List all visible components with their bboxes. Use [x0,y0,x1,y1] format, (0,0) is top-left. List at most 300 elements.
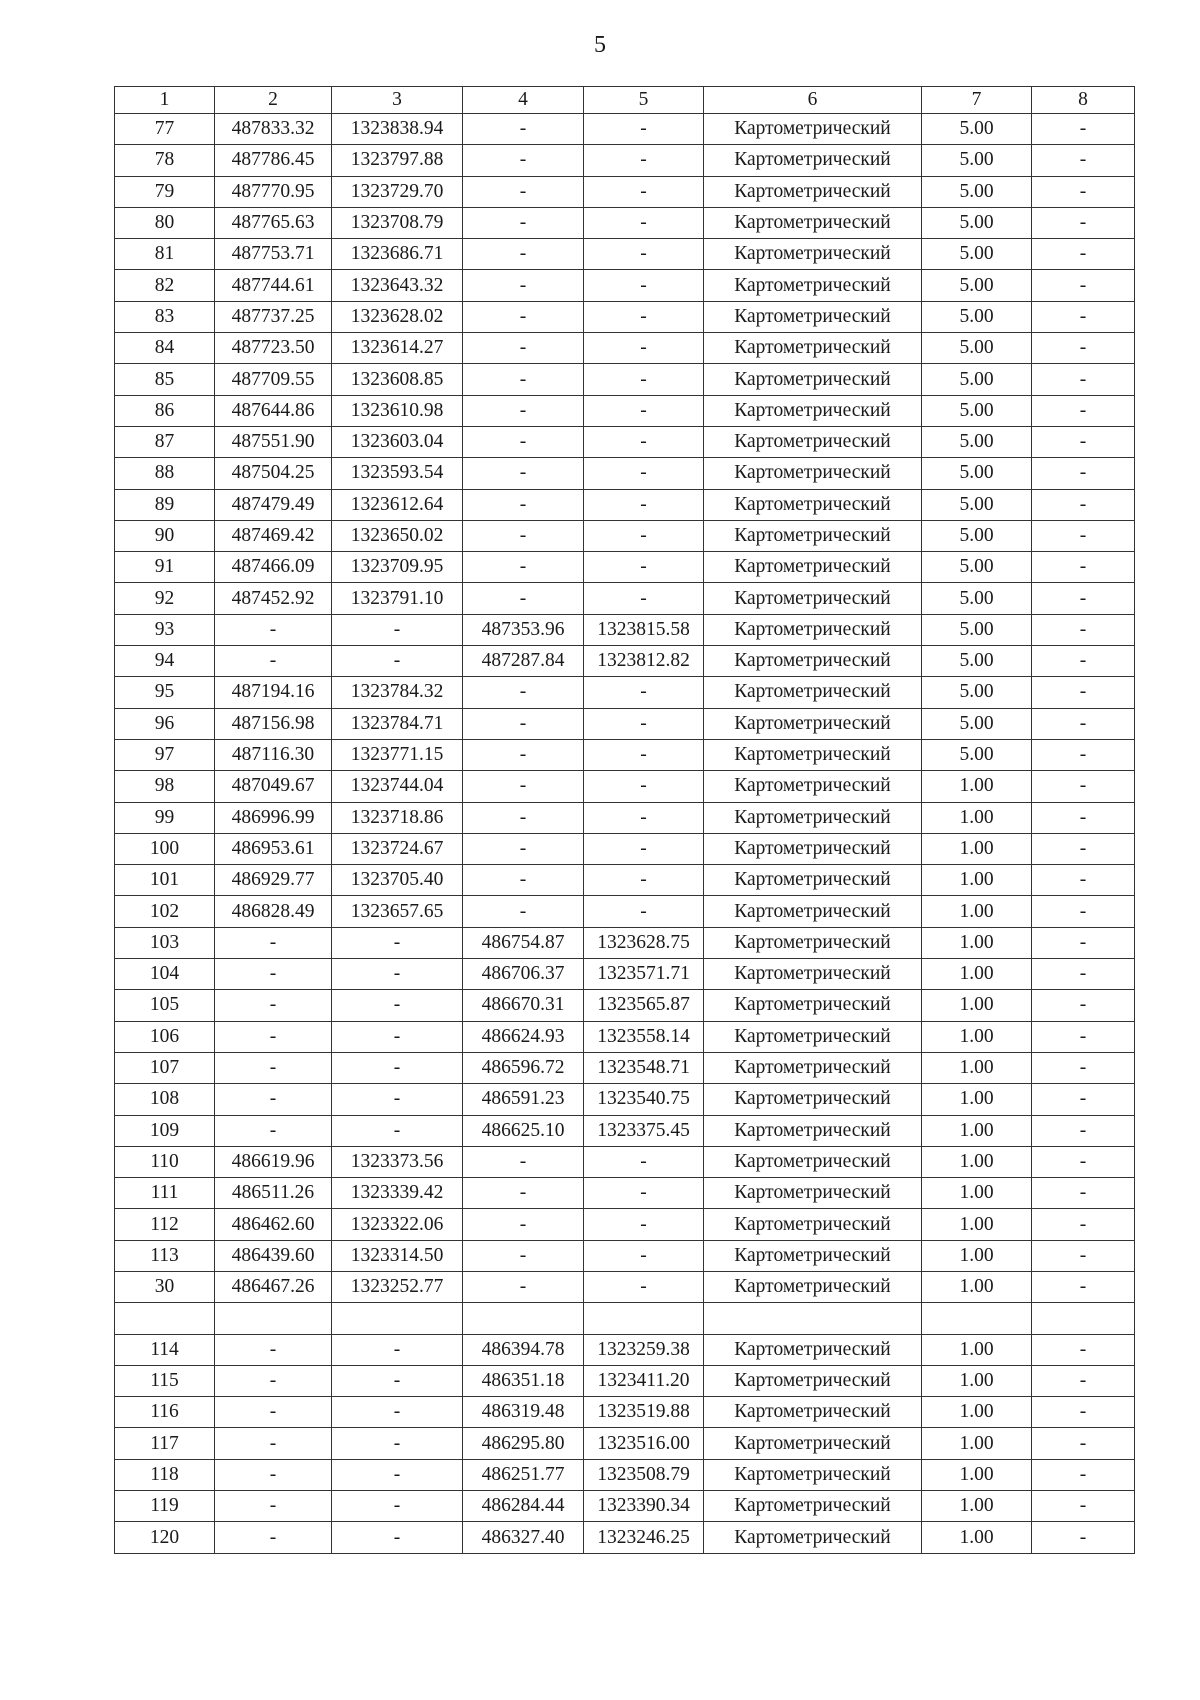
x-coordinate-cell: - [215,1115,332,1146]
accuracy-cell: 5.00 [922,426,1032,457]
x-new-coordinate-cell: 486295.80 [463,1428,584,1459]
x-coordinate-cell: 486828.49 [215,896,332,927]
x-new-coordinate-cell: - [463,145,584,176]
x-coordinate-cell: 487723.50 [215,333,332,364]
y-coordinate-cell [332,1303,463,1334]
x-coordinate-cell: - [215,1522,332,1553]
accuracy-cell: 5.00 [922,333,1032,364]
table-header-row [115,87,1135,114]
point-number-cell: 109 [115,1115,215,1146]
accuracy-cell [922,1303,1032,1334]
x-new-coordinate-cell: 486351.18 [463,1365,584,1396]
y-coordinate-cell: 1323686.71 [332,239,463,270]
method-cell: Картометрический [704,614,922,645]
y-coordinate-cell: 1323771.15 [332,739,463,770]
description-cell: - [1032,1271,1135,1302]
description-cell: - [1032,927,1135,958]
y-coordinate-cell: 1323724.67 [332,833,463,864]
accuracy-cell: 1.00 [922,1178,1032,1209]
x-new-coordinate-cell: - [463,395,584,426]
table-row [115,364,1135,395]
point-number-cell: 116 [115,1397,215,1428]
method-cell: Картометрический [704,646,922,677]
y-new-coordinate-cell: - [584,802,704,833]
table-row [115,395,1135,426]
table-row [115,1491,1135,1522]
description-cell: - [1032,333,1135,364]
accuracy-cell: 1.00 [922,1365,1032,1396]
accuracy-cell: 5.00 [922,677,1032,708]
description-cell: - [1032,959,1135,990]
method-cell: Картометрический [704,1459,922,1490]
y-new-coordinate-cell: - [584,677,704,708]
y-coordinate-cell: 1323705.40 [332,865,463,896]
point-number-cell: 106 [115,1021,215,1052]
method-cell: Картометрический [704,959,922,990]
table-row [115,896,1135,927]
table-row [115,865,1135,896]
x-coordinate-cell: 487644.86 [215,395,332,426]
description-cell: - [1032,458,1135,489]
y-coordinate-cell: - [332,1397,463,1428]
description-cell: - [1032,114,1135,145]
method-cell: Картометрический [704,802,922,833]
x-new-coordinate-cell: - [463,1271,584,1302]
point-number-cell: 81 [115,239,215,270]
y-new-coordinate-cell: 1323411.20 [584,1365,704,1396]
point-number-cell: 110 [115,1146,215,1177]
accuracy-cell: 1.00 [922,833,1032,864]
y-coordinate-cell: 1323373.56 [332,1146,463,1177]
x-new-coordinate-cell: 486624.93 [463,1021,584,1052]
y-coordinate-cell: 1323784.32 [332,677,463,708]
y-coordinate-cell: - [332,1115,463,1146]
coordinates-table-body [115,87,1135,1554]
y-coordinate-cell: - [332,990,463,1021]
method-cell: Картометрический [704,990,922,1021]
point-number-cell: 117 [115,1428,215,1459]
table-row [115,1271,1135,1302]
method-cell: Картометрический [704,927,922,958]
x-new-coordinate-cell: - [463,426,584,457]
x-new-coordinate-cell [463,1303,584,1334]
x-coordinate-cell: - [215,1397,332,1428]
y-new-coordinate-cell: 1323259.38 [584,1334,704,1365]
accuracy-cell: 5.00 [922,270,1032,301]
table-row [115,646,1135,677]
point-number-cell: 105 [115,990,215,1021]
method-cell: Картометрический [704,677,922,708]
description-cell: - [1032,1491,1135,1522]
point-number-cell: 103 [115,927,215,958]
method-cell: Картометрический [704,145,922,176]
x-coordinate-cell: 487452.92 [215,583,332,614]
description-cell: - [1032,552,1135,583]
table-row [115,1334,1135,1365]
y-coordinate-cell: 1323322.06 [332,1209,463,1240]
accuracy-cell: 5.00 [922,708,1032,739]
table-row [115,990,1135,1021]
x-coordinate-cell: - [215,959,332,990]
y-coordinate-cell: 1323838.94 [332,114,463,145]
point-number-cell: 77 [115,114,215,145]
table-row [115,1240,1135,1271]
x-coordinate-cell: - [215,990,332,1021]
x-new-coordinate-cell: - [463,739,584,770]
y-coordinate-cell: 1323608.85 [332,364,463,395]
accuracy-cell: 1.00 [922,1209,1032,1240]
column-header: 2 [215,87,332,114]
point-number-cell: 89 [115,489,215,520]
x-new-coordinate-cell: 486670.31 [463,990,584,1021]
accuracy-cell: 5.00 [922,646,1032,677]
x-new-coordinate-cell: - [463,1146,584,1177]
description-cell: - [1032,239,1135,270]
x-new-coordinate-cell: 486591.23 [463,1084,584,1115]
description-cell: - [1032,1052,1135,1083]
description-cell: - [1032,1365,1135,1396]
x-coordinate-cell: 487469.42 [215,520,332,551]
y-coordinate-cell: - [332,1334,463,1365]
point-number-cell: 107 [115,1052,215,1083]
accuracy-cell: 1.00 [922,1271,1032,1302]
table-row [115,708,1135,739]
table-row [115,614,1135,645]
point-number-cell: 96 [115,708,215,739]
x-coordinate-cell: - [215,614,332,645]
point-number-cell: 115 [115,1365,215,1396]
method-cell: Картометрический [704,771,922,802]
point-number-cell: 94 [115,646,215,677]
method-cell: Картометрический [704,270,922,301]
x-new-coordinate-cell: - [463,896,584,927]
x-new-coordinate-cell: 486625.10 [463,1115,584,1146]
table-row [115,1084,1135,1115]
y-new-coordinate-cell: - [584,1146,704,1177]
accuracy-cell: 1.00 [922,1115,1032,1146]
point-number-cell: 101 [115,865,215,896]
accuracy-cell: 5.00 [922,583,1032,614]
accuracy-cell: 5.00 [922,614,1032,645]
y-new-coordinate-cell: - [584,708,704,739]
x-coordinate-cell: 487709.55 [215,364,332,395]
x-coordinate-cell [215,1303,332,1334]
description-cell: - [1032,520,1135,551]
description-cell: - [1032,614,1135,645]
description-cell: - [1032,207,1135,238]
x-coordinate-cell: 487737.25 [215,301,332,332]
point-number-cell: 92 [115,583,215,614]
description-cell: - [1032,646,1135,677]
table-row [115,114,1135,145]
point-number-cell: 90 [115,520,215,551]
x-coordinate-cell: 486511.26 [215,1178,332,1209]
accuracy-cell: 5.00 [922,552,1032,583]
point-number-cell: 97 [115,739,215,770]
point-number-cell: 100 [115,833,215,864]
accuracy-cell: 1.00 [922,1428,1032,1459]
accuracy-cell: 1.00 [922,1021,1032,1052]
accuracy-cell: 1.00 [922,1491,1032,1522]
x-coordinate-cell: 487049.67 [215,771,332,802]
y-new-coordinate-cell: - [584,395,704,426]
method-cell: Картометрический [704,708,922,739]
description-cell: - [1032,364,1135,395]
accuracy-cell: 5.00 [922,176,1032,207]
y-coordinate-cell: 1323603.04 [332,426,463,457]
y-coordinate-cell: 1323612.64 [332,489,463,520]
column-header: 4 [463,87,584,114]
description-cell: - [1032,489,1135,520]
x-new-coordinate-cell: 486596.72 [463,1052,584,1083]
y-coordinate-cell: - [332,1459,463,1490]
x-coordinate-cell: 487156.98 [215,708,332,739]
point-number-cell: 95 [115,677,215,708]
table-row [115,489,1135,520]
description-cell: - [1032,1240,1135,1271]
table-row [115,739,1135,770]
x-new-coordinate-cell: - [463,552,584,583]
table-row [115,1365,1135,1396]
table-row [115,520,1135,551]
point-number-cell: 113 [115,1240,215,1271]
accuracy-cell: 5.00 [922,364,1032,395]
y-new-coordinate-cell: - [584,1271,704,1302]
point-number-cell: 98 [115,771,215,802]
x-coordinate-cell: 487833.32 [215,114,332,145]
x-new-coordinate-cell: 487353.96 [463,614,584,645]
table-row [115,1397,1135,1428]
x-coordinate-cell: 486619.96 [215,1146,332,1177]
y-new-coordinate-cell: 1323375.45 [584,1115,704,1146]
accuracy-cell: 5.00 [922,395,1032,426]
y-coordinate-cell: - [332,959,463,990]
accuracy-cell: 1.00 [922,1522,1032,1553]
x-coordinate-cell: 487551.90 [215,426,332,457]
method-cell: Картометрический [704,739,922,770]
x-coordinate-cell: - [215,646,332,677]
method-cell: Картометрический [704,1084,922,1115]
y-new-coordinate-cell: - [584,552,704,583]
y-new-coordinate-cell: 1323628.75 [584,927,704,958]
description-cell: - [1032,865,1135,896]
y-coordinate-cell: 1323314.50 [332,1240,463,1271]
accuracy-cell: 1.00 [922,927,1032,958]
accuracy-cell: 1.00 [922,802,1032,833]
x-new-coordinate-cell: - [463,301,584,332]
method-cell: Картометрический [704,1522,922,1553]
x-new-coordinate-cell: - [463,1209,584,1240]
y-new-coordinate-cell: 1323246.25 [584,1522,704,1553]
y-new-coordinate-cell: - [584,520,704,551]
table-row [115,552,1135,583]
point-number-cell: 102 [115,896,215,927]
accuracy-cell: 1.00 [922,959,1032,990]
point-number-cell: 78 [115,145,215,176]
point-number-cell: 84 [115,333,215,364]
column-header: 7 [922,87,1032,114]
description-cell: - [1032,990,1135,1021]
method-cell: Картометрический [704,896,922,927]
method-cell [704,1303,922,1334]
y-new-coordinate-cell: - [584,458,704,489]
method-cell: Картометрический [704,333,922,364]
y-new-coordinate-cell: 1323548.71 [584,1052,704,1083]
method-cell: Картометрический [704,1115,922,1146]
y-new-coordinate-cell: - [584,489,704,520]
x-coordinate-cell: 487786.45 [215,145,332,176]
x-coordinate-cell: 487765.63 [215,207,332,238]
table-row [115,833,1135,864]
method-cell: Картометрический [704,1209,922,1240]
point-number-cell: 119 [115,1491,215,1522]
point-number-cell: 112 [115,1209,215,1240]
table-row [115,1146,1135,1177]
y-coordinate-cell: - [332,1365,463,1396]
method-cell: Картометрический [704,520,922,551]
y-new-coordinate-cell: - [584,364,704,395]
point-number-cell: 80 [115,207,215,238]
x-coordinate-cell: 487753.71 [215,239,332,270]
table-row [115,1522,1135,1553]
accuracy-cell: 1.00 [922,990,1032,1021]
x-coordinate-cell: - [215,1021,332,1052]
x-new-coordinate-cell: - [463,458,584,489]
x-new-coordinate-cell: 486327.40 [463,1522,584,1553]
y-coordinate-cell: - [332,1428,463,1459]
description-cell: - [1032,1397,1135,1428]
table-row [115,771,1135,802]
y-new-coordinate-cell: 1323519.88 [584,1397,704,1428]
x-coordinate-cell: 487744.61 [215,270,332,301]
description-cell: - [1032,708,1135,739]
x-coordinate-cell: 486439.60 [215,1240,332,1271]
y-new-coordinate-cell: 1323812.82 [584,646,704,677]
x-new-coordinate-cell: 486284.44 [463,1491,584,1522]
y-coordinate-cell: 1323339.42 [332,1178,463,1209]
y-coordinate-cell: - [332,1052,463,1083]
point-number-cell: 99 [115,802,215,833]
y-new-coordinate-cell: - [584,1178,704,1209]
x-new-coordinate-cell: - [463,207,584,238]
y-coordinate-cell: 1323709.95 [332,552,463,583]
x-new-coordinate-cell: 487287.84 [463,646,584,677]
accuracy-cell: 1.00 [922,1397,1032,1428]
description-cell: - [1032,739,1135,770]
description-cell: - [1032,301,1135,332]
y-new-coordinate-cell: - [584,145,704,176]
y-coordinate-cell: - [332,614,463,645]
y-coordinate-cell: - [332,646,463,677]
point-number-cell: 118 [115,1459,215,1490]
x-coordinate-cell: 486929.77 [215,865,332,896]
method-cell: Картометрический [704,114,922,145]
description-cell: - [1032,1084,1135,1115]
description-cell: - [1032,270,1135,301]
x-new-coordinate-cell: - [463,1178,584,1209]
table-row [115,207,1135,238]
description-cell: - [1032,896,1135,927]
x-coordinate-cell: 487479.49 [215,489,332,520]
point-number-cell: 111 [115,1178,215,1209]
y-new-coordinate-cell: - [584,301,704,332]
description-cell: - [1032,771,1135,802]
x-coordinate-cell: - [215,1334,332,1365]
y-new-coordinate-cell: - [584,426,704,457]
x-new-coordinate-cell: - [463,176,584,207]
description-cell: - [1032,1146,1135,1177]
point-number-cell [115,1303,215,1334]
x-new-coordinate-cell: - [463,771,584,802]
x-new-coordinate-cell: 486754.87 [463,927,584,958]
y-coordinate-cell: 1323797.88 [332,145,463,176]
y-coordinate-cell: - [332,1021,463,1052]
method-cell: Картометрический [704,489,922,520]
method-cell: Картометрический [704,1397,922,1428]
column-header: 8 [1032,87,1135,114]
x-new-coordinate-cell: - [463,520,584,551]
table-row [115,426,1135,457]
description-cell: - [1032,1428,1135,1459]
y-coordinate-cell: 1323657.65 [332,896,463,927]
point-number-cell: 30 [115,1271,215,1302]
method-cell: Картометрический [704,583,922,614]
x-coordinate-cell: 487770.95 [215,176,332,207]
x-new-coordinate-cell: 486706.37 [463,959,584,990]
x-new-coordinate-cell: - [463,270,584,301]
method-cell: Картометрический [704,865,922,896]
x-coordinate-cell: - [215,1459,332,1490]
x-coordinate-cell: 487194.16 [215,677,332,708]
table-row [115,458,1135,489]
accuracy-cell: 1.00 [922,771,1032,802]
description-cell: - [1032,1115,1135,1146]
table-row [115,1459,1135,1490]
table-row [115,1428,1135,1459]
accuracy-cell: 5.00 [922,458,1032,489]
y-new-coordinate-cell: - [584,583,704,614]
accuracy-cell: 5.00 [922,301,1032,332]
table-row [115,583,1135,614]
x-new-coordinate-cell: 486394.78 [463,1334,584,1365]
page-number: 5 [594,32,606,58]
method-cell: Картометрический [704,301,922,332]
y-coordinate-cell: - [332,1084,463,1115]
x-new-coordinate-cell: 486319.48 [463,1397,584,1428]
accuracy-cell: 5.00 [922,114,1032,145]
method-cell: Картометрический [704,833,922,864]
method-cell: Картометрический [704,176,922,207]
y-coordinate-cell: 1323628.02 [332,301,463,332]
column-header: 6 [704,87,922,114]
description-cell: - [1032,395,1135,426]
method-cell: Картометрический [704,426,922,457]
table-row [115,145,1135,176]
accuracy-cell: 5.00 [922,489,1032,520]
method-cell: Картометрический [704,239,922,270]
accuracy-cell: 5.00 [922,239,1032,270]
x-coordinate-cell: 487466.09 [215,552,332,583]
description-cell [1032,1303,1135,1334]
table-row [115,301,1135,332]
x-new-coordinate-cell: 486251.77 [463,1459,584,1490]
accuracy-cell: 1.00 [922,1052,1032,1083]
x-new-coordinate-cell: - [463,114,584,145]
accuracy-cell: 1.00 [922,896,1032,927]
method-cell: Картометрический [704,1146,922,1177]
method-cell: Картометрический [704,1428,922,1459]
y-coordinate-cell: 1323614.27 [332,333,463,364]
